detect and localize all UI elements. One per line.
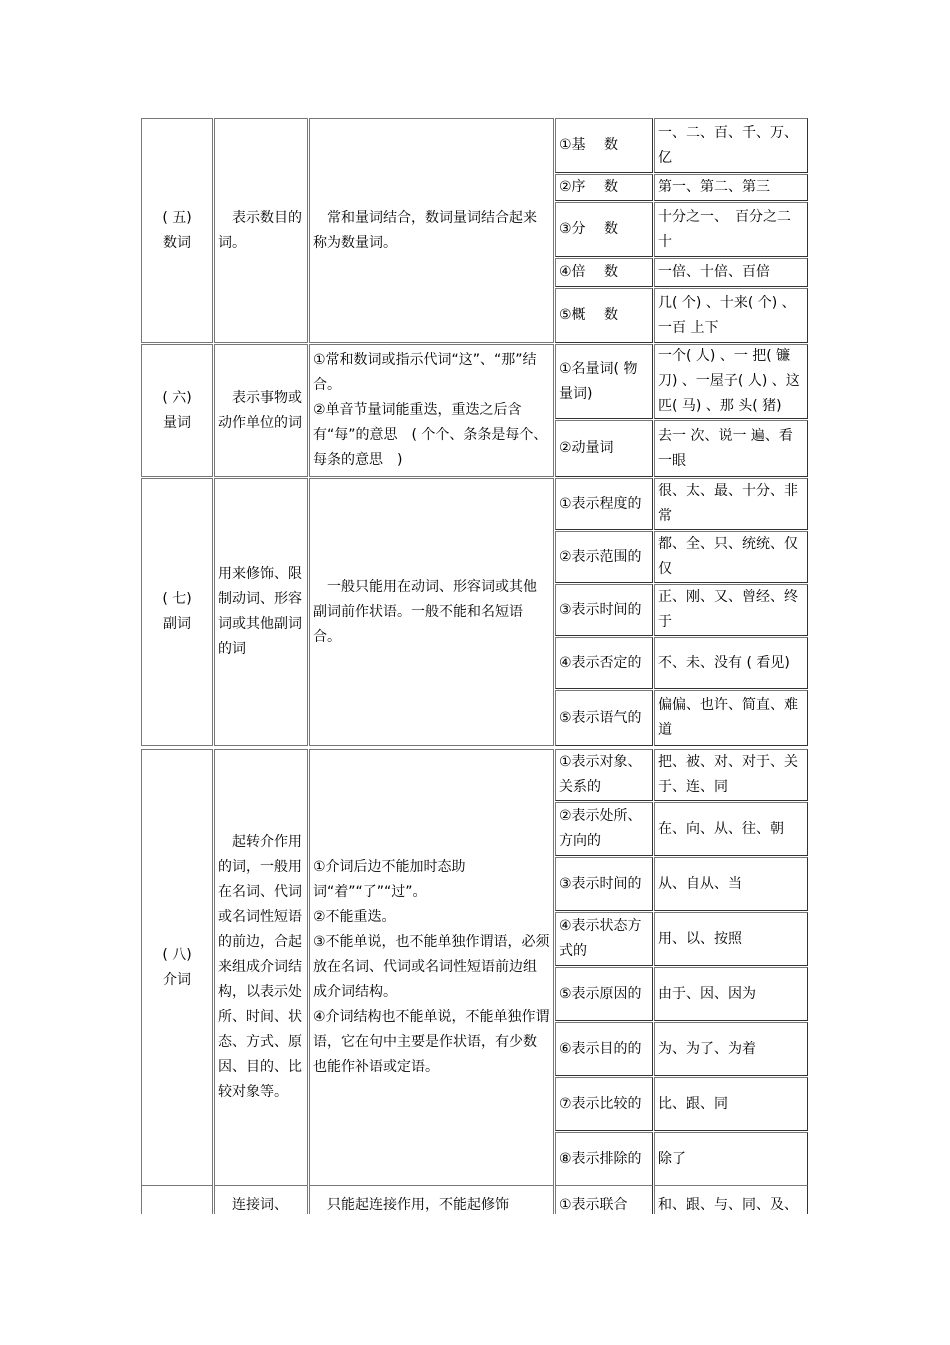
pos-number: ( 六) [162, 389, 192, 406]
subtype-examples-cell [654, 420, 808, 477]
definition-cell [214, 478, 308, 746]
subtype-label-cell-text: ①表示程度的 [559, 495, 642, 512]
subtype-label-cell [555, 749, 653, 801]
subtype-label-cell-text: ②序 数 [559, 179, 619, 195]
pos-label [162, 206, 191, 256]
subtype-label-cell-text: ⑥表示目的的 [559, 1040, 642, 1057]
subtype-label-cell [555, 690, 653, 746]
subtype-examples-cell-text: 几( 个) 、十来( 个) 、一百 上下 [658, 294, 796, 336]
subtype-examples-cell-text: 正、刚、又、曾经、终于 [658, 589, 798, 630]
usage-cell-text: 只能起连接作用，不能起修饰 [313, 1196, 509, 1213]
subtype-label-cell [555, 1077, 653, 1131]
pos-name: 数词 [163, 234, 191, 251]
definition-cell-text: 起转介作用的词，一般用在名词、代词或名词性短语的前边，合起来组成介词结构，以表示处所、时间、状态、方式、原因、目的、比较对象等。 [218, 834, 302, 1100]
subtype-label-cell [555, 1022, 653, 1076]
subtype-examples-cell-text: 第一、第二、第三 [658, 179, 770, 195]
usage-cell [309, 1185, 554, 1214]
subtype-examples-cell [654, 912, 808, 966]
subtype-label-cell-text: ⑦表示比较的 [559, 1095, 642, 1112]
subtype-label-cell [555, 288, 653, 343]
subtype-label-cell [555, 531, 653, 583]
subtype-examples-cell [654, 288, 808, 343]
subtype-examples-cell [654, 1185, 808, 1214]
subtype-examples-cell [654, 174, 808, 201]
definition-cell [214, 344, 308, 477]
pos-number-cell [141, 344, 213, 477]
definition-cell-text: 表示事物或动作单位的词 [218, 389, 302, 431]
subtype-label-cell-text: ④表示否定的 [559, 654, 642, 671]
usage-cell-text: 一般只能用在动词、形容词或其他副词前作状语。一般不能和名短语合。 [313, 578, 537, 645]
subtype-label-cell-text: ①表示对象、关系的 [559, 754, 642, 795]
subtype-label-cell-text: ④倍 数 [559, 264, 619, 280]
pos-number-cell [141, 478, 213, 746]
subtype-label-cell-text: ③分 数 [559, 221, 619, 237]
pos-label [162, 587, 191, 637]
subtype-examples-cell-text: 由于、因、因为 [658, 985, 756, 1002]
pos-number: ( 七) [162, 591, 192, 607]
subtype-label-cell [555, 344, 653, 419]
usage-cell-text: ①介词后边不能加时态助词“着”“了”“过”。 ②不能重迭。 ③不能单说，也不能单独作谓语，必须放在名词、代词或名词性短语前边组成介词结构。 ④介词结构也不能单说，不能单独作谓语，它在句中主要是作状语，有少数也能作补语或定语。 [313, 859, 550, 1075]
subtype-label-cell-text: ⑤表示语气的 [559, 709, 642, 726]
subtype-label-cell [555, 478, 653, 530]
subtype-examples-cell [654, 857, 808, 911]
subtype-label-cell [555, 912, 653, 966]
pos-number-cell [141, 118, 213, 343]
subtype-examples-cell [654, 637, 808, 689]
pos-label [162, 943, 191, 993]
subtype-examples-cell-text: 为、为了、为着 [658, 1040, 756, 1057]
subtype-examples-cell [654, 967, 808, 1021]
subtype-examples-cell-text: 用、以、按照 [658, 930, 742, 947]
subtype-label-cell [555, 118, 653, 173]
subtype-examples-cell-text: 在、向、从、往、朝 [658, 820, 784, 837]
subtype-examples-cell-text: 一、二、百、千、万、亿 [658, 124, 798, 166]
subtype-examples-cell-text: 一个( 人) 、一 把( 镰刀) 、一屋子( 人) 、这 匹( 马) 、那 头( 猪) [658, 348, 800, 414]
pos-number: ( 五) [162, 209, 192, 226]
pos-name: 量词 [163, 414, 191, 431]
pos-name: 副词 [163, 616, 191, 632]
subtype-examples-cell [654, 531, 808, 583]
subtype-label-cell-text: ①名量词( 物量词) [559, 360, 638, 402]
subtype-label-cell [555, 174, 653, 201]
subtype-examples-cell [654, 478, 808, 530]
subtype-label-cell [555, 967, 653, 1021]
definition-cell-text: 表示数目的词。 [218, 209, 302, 251]
subtype-label-cell [555, 202, 653, 257]
subtype-examples-cell [654, 584, 808, 636]
subtype-label-cell [555, 420, 653, 477]
subtype-label-cell-text: ②表示处所、方向的 [559, 808, 642, 849]
pos-label [162, 386, 191, 436]
subtype-label-cell-text: ③表示时间的 [559, 875, 642, 892]
definition-cell [214, 1185, 308, 1214]
subtype-examples-cell-text: 除了 [658, 1150, 686, 1167]
subtype-examples-cell-text: 偏偏、也许、简直、难道 [658, 697, 798, 738]
subtype-examples-cell-text: 都、全、只、统统、仅仅 [658, 536, 798, 577]
part-of-speech-table [141, 118, 808, 1214]
subtype-label-cell [555, 802, 653, 856]
subtype-examples-cell [654, 258, 808, 287]
subtype-examples-cell-text: 去一 次、说一 遍、看一眼 [658, 427, 793, 469]
subtype-examples-cell-text: 和、跟、与、同、及、 [658, 1196, 798, 1213]
usage-cell [309, 478, 554, 746]
subtype-label-cell-text: ③表示时间的 [559, 601, 642, 618]
subtype-examples-cell [654, 344, 808, 419]
subtype-label-cell-text: ⑤表示原因的 [559, 985, 642, 1002]
subtype-label-cell [555, 1185, 653, 1214]
subtype-label-cell-text: ④表示状态方式的 [559, 918, 642, 959]
usage-cell-text: ①常和数词或指示代词“这”、“那”结合。 ②单音节量词能重迭，重迭之后含有“每”的意思 ( 个个、条条是每个、每条的意思 ) [313, 352, 548, 468]
subtype-label-cell-text: ⑧表示排除的 [559, 1150, 642, 1167]
pos-name: 介词 [163, 971, 191, 988]
subtype-label-cell [555, 637, 653, 689]
usage-cell [309, 749, 554, 1186]
subtype-examples-cell-text: 很、太、最、十分、非常 [658, 483, 798, 524]
subtype-label-cell-text: ①基 数 [559, 137, 619, 153]
subtype-examples-cell [654, 1077, 808, 1131]
subtype-label-cell [555, 857, 653, 911]
subtype-label-cell-text: ⑤概 数 [559, 307, 619, 323]
pos-number: ( 八) [162, 946, 192, 963]
usage-cell [309, 344, 554, 477]
subtype-label-cell [555, 1132, 653, 1186]
usage-cell [309, 118, 554, 343]
subtype-examples-cell [654, 118, 808, 173]
subtype-examples-cell [654, 690, 808, 746]
subtype-examples-cell [654, 1132, 808, 1186]
subtype-examples-cell [654, 202, 808, 257]
pos-number-cell [141, 1185, 213, 1214]
subtype-examples-cell-text: 把、被、对、对于、关于、连、同 [658, 754, 798, 795]
subtype-label-cell [555, 584, 653, 636]
definition-cell [214, 749, 308, 1186]
subtype-examples-cell-text: 一倍、十倍、百倍 [658, 264, 770, 280]
pos-number-cell [141, 749, 213, 1186]
subtype-examples-cell-text: 不、未、没有 ( 看见) [658, 654, 790, 671]
subtype-examples-cell [654, 1022, 808, 1076]
definition-cell-text: 用来修饰、限制动词、形容词或其他副词的词 [218, 566, 302, 657]
subtype-examples-cell-text: 从、自从、当 [658, 875, 742, 892]
subtype-examples-cell [654, 802, 808, 856]
subtype-examples-cell [654, 749, 808, 801]
definition-cell [214, 118, 308, 343]
usage-cell-text: 常和量词结合，数词量词结合起来称为数量词。 [313, 209, 537, 251]
subtype-examples-cell-text: 比、跟、同 [658, 1095, 728, 1112]
subtype-label-cell-text: ①表示联合 [559, 1196, 628, 1213]
subtype-label-cell-text: ②动量词 [559, 440, 614, 456]
subtype-label-cell [555, 258, 653, 287]
definition-cell-text: 连接词、 [218, 1196, 288, 1213]
subtype-examples-cell-text: 十分之一、 百分之二十 [658, 208, 791, 250]
subtype-label-cell-text: ②表示范围的 [559, 548, 642, 565]
